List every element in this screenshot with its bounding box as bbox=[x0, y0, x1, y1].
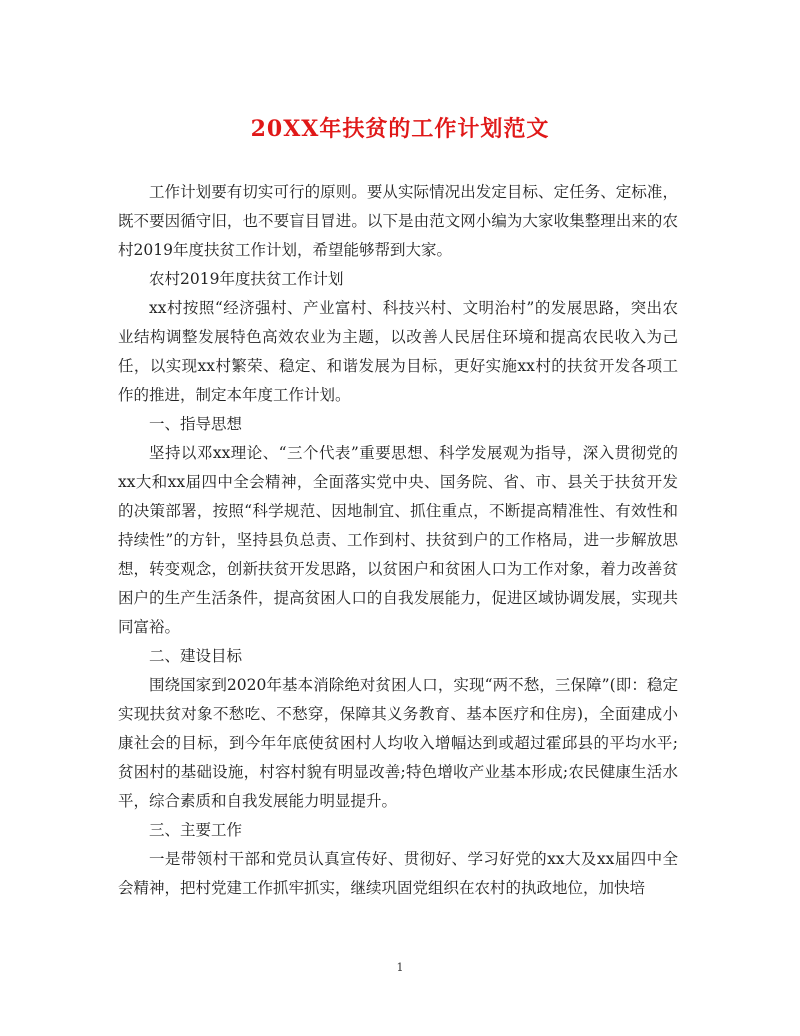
section-heading-main-work: 三、主要工作 bbox=[149, 821, 243, 839]
body-paragraph: 坚持以邓xx理论、“三个代表”重要思想、科学发展观为指导，深入贯彻党的xx大和xx届四中全会精神，全面落实党中央、国务院、省、市、县关于扶贫开发的决策部署，按照“科学规范、因地制宜、抓住重点，不断提高精准性、有效性和持续性”的方针，坚持县负总责、工作到村、扶贫到户的工作格局，进一步解放思想，转变观念，创新扶贫开发思路，以贫困户和贫困人口为工作对象，着力改善贫困户的生产生活条件，提高贫困人口的自我发展能力，促进区域协调发展，实现共同富裕。 bbox=[118, 444, 678, 636]
intro-paragraph: 工作计划要有切实可行的原则。要从实际情况出发定目标、定任务、定标准，既不要因循守旧，也不要盲目冒进。以下是由范文网小编为大家收集整理出来的农村2019年度扶贫工作计划，希望能够帮到大家。 bbox=[118, 183, 678, 259]
body-paragraph: xx村按照“经济强村、产业富村、科技兴村、文明治村”的发展思路，突出农业结构调整发展特色高效农业为主题，以改善人民居住环境和提高农民收入为己任，以实现xx村繁荣、稳定、和谐发展为目标，更好实施xx村的扶贫开发各项工作的推进，制定本年度工作计划。 bbox=[118, 299, 678, 404]
document-title: 20XX年扶贫的工作计划范文 bbox=[250, 116, 550, 142]
body-paragraph: 一是带领村干部和党员认真宣传好、贯彻好、学习好党的xx大及xx届四中全会精神，把村党建工作抓牢抓实，继续巩固党组织在农村的执政地位，加快培 bbox=[118, 850, 678, 897]
body-paragraph: 围绕国家到2020年基本消除绝对贫困人口，实现“两不愁，三保障”(即：稳定实现扶贫对象不愁吃、不愁穿，保障其义务教育、基本医疗和住房)，全面建成小康社会的目标，到今年年底使贫困村人均收入增幅达到或超过霍邱县的平均水平;贫困村的基础设施，村容村貌有明显改善;特色增收产业基本形成;农民健康生活水平，综合素质和自我发展能力明显提升。 bbox=[118, 676, 678, 810]
plan-heading: 农村2019年度扶贫工作计划 bbox=[149, 270, 344, 288]
page-number: 1 bbox=[396, 961, 404, 974]
document-body bbox=[118, 178, 678, 903]
section-heading-guiding-thought: 一、指导思想 bbox=[149, 415, 243, 433]
section-heading-goals: 二、建设目标 bbox=[149, 647, 243, 665]
